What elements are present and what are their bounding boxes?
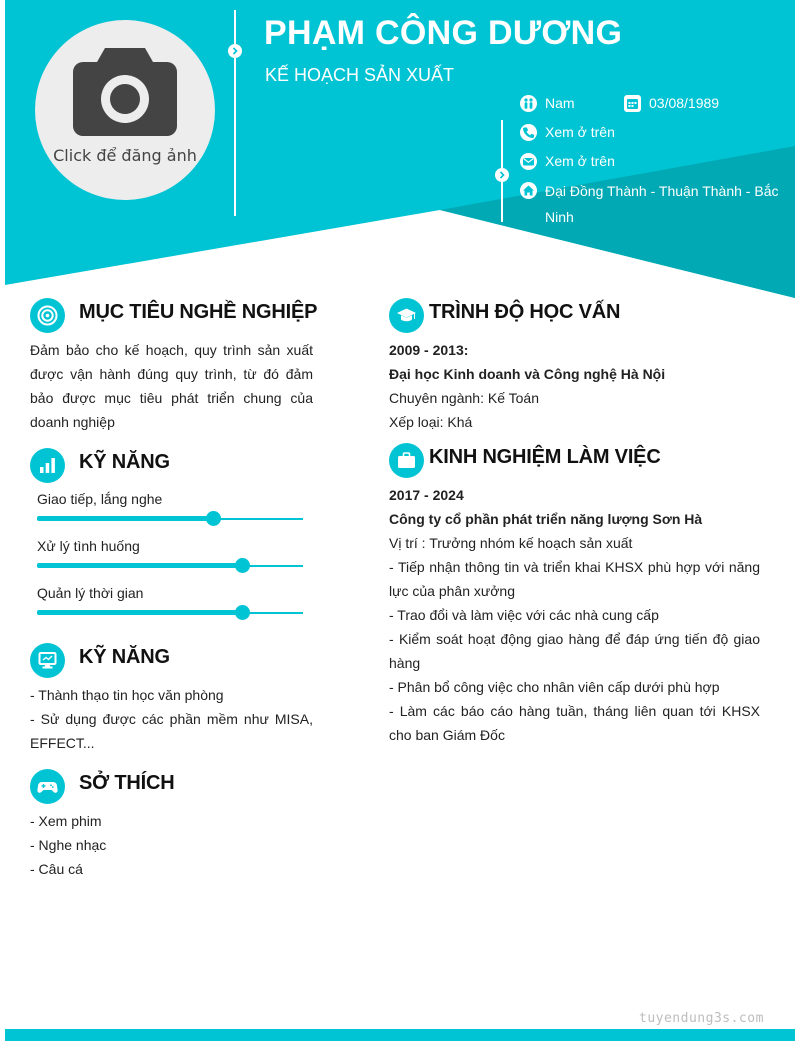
- photo-caption: Click để đăng ảnh: [53, 146, 197, 165]
- mail-icon: [520, 153, 537, 170]
- target-icon: [30, 298, 65, 333]
- experience-duty: - Phân bổ công việc cho nhân viên cấp dưới phù hợp: [389, 679, 720, 695]
- experience-duty: - Tiếp nhận thông tin và triển khai KHSX phù hợp với năng lực của phân xưởng: [389, 559, 760, 599]
- education-major: Chuyên ngành: Kế Toán: [389, 390, 539, 406]
- job-title: KẾ HOẠCH SẢN XUẤT: [265, 65, 455, 85]
- education-details: [389, 338, 760, 434]
- skill-knob: [206, 511, 221, 526]
- contact-divider-dot: [495, 168, 509, 182]
- hobby-item: - Xem phim: [30, 813, 102, 829]
- graduation-cap-icon: [389, 298, 424, 333]
- education-school: Đại học Kinh doanh và Công nghệ Hà Nội: [389, 366, 666, 382]
- chevron-right-icon: [231, 47, 239, 55]
- skill-knob: [235, 558, 250, 573]
- skill-knob: [235, 605, 250, 620]
- education-heading: TRÌNH ĐỘ HỌC VẤN: [429, 301, 621, 323]
- computer-icon: [30, 643, 65, 678]
- skill-item: [37, 491, 303, 531]
- divider-dot: [228, 44, 242, 58]
- hobby-item: - Câu cá: [30, 861, 83, 877]
- birthday-value: 03/08/1989: [649, 95, 720, 111]
- skills-section-header: [30, 448, 330, 484]
- hobbies-section-header: [30, 769, 330, 805]
- experience-details: [389, 483, 760, 747]
- objective-text: Đảm bảo cho kế hoạch, quy trình sản xuất được vận hành đúng quy trình, từ đó đảm bảo được mục tiêu phát triển chung của doanh nghiệp: [30, 342, 313, 430]
- objective-heading: MỤC TIÊU NGHỀ NGHIỆP: [79, 301, 318, 323]
- skills2-heading: KỸ NĂNG: [79, 646, 170, 668]
- address-value: Đại Đồng Thành - Thuận Thành - Bắc Ninh: [545, 183, 779, 225]
- hobbies-heading: SỞ THÍCH: [79, 772, 175, 794]
- home-icon: [520, 182, 537, 199]
- skills2-line: - Sử dụng được các phần mềm như MISA, EFFECT...: [30, 711, 313, 751]
- experience-heading: KINH NGHIỆM LÀM VIỆC: [429, 446, 661, 468]
- experience-duty: - Làm các báo cáo hàng tuần, tháng liên quan tới KHSX cho ban Giám Đốc: [389, 703, 760, 743]
- candidate-name: PHẠM CÔNG DƯƠNG: [264, 14, 623, 52]
- experience-duty: - Trao đổi và làm việc với các nhà cung cấp: [389, 607, 659, 623]
- phone-value: Xem ở trên: [545, 124, 615, 140]
- chevron-right-icon: [498, 171, 506, 179]
- experience-position: Vị trí : Trưởng nhóm kế hoạch sản xuất: [389, 535, 633, 551]
- gender-value: Nam: [545, 95, 575, 111]
- skill-item: [37, 538, 303, 578]
- watermark: tuyendung3s.com: [639, 1011, 764, 1026]
- email-value: Xem ở trên: [545, 153, 615, 169]
- hobby-item: - Nghe nhạc: [30, 837, 107, 853]
- education-grade: Xếp loại: Khá: [389, 414, 473, 430]
- avatar-upload[interactable]: [35, 20, 215, 200]
- skill-label: Quản lý thời gian: [37, 585, 144, 601]
- skill-fill: [37, 563, 242, 568]
- calendar-icon: [624, 95, 641, 112]
- skill-label: Giao tiếp, lắng nghe: [37, 491, 163, 507]
- experience-company: Công ty cổ phần phát triển năng lượng Sơn Hà: [389, 511, 703, 527]
- gender-icon: [520, 95, 537, 112]
- skill-fill: [37, 610, 242, 615]
- objective-section-header: [30, 298, 330, 334]
- skills2-line: - Thành thạo tin học văn phòng: [30, 687, 224, 703]
- experience-duty: - Kiểm soát hoạt động giao hàng để đáp ứng tiến độ giao hàng: [389, 631, 760, 671]
- experience-period: 2017 - 2024: [389, 487, 464, 503]
- experience-section-header: [389, 443, 769, 479]
- footer-bar: [5, 1029, 795, 1041]
- skills2-section-header: [30, 643, 330, 679]
- skills2-list: [30, 683, 313, 755]
- gamepad-icon: [30, 769, 65, 804]
- skills-heading: KỸ NĂNG: [79, 451, 170, 473]
- education-section-header: [389, 298, 769, 334]
- header-divider-line: [234, 10, 236, 216]
- hobbies-list: [30, 809, 313, 881]
- skill-label: Xử lý tình huống: [37, 538, 140, 554]
- education-period: 2009 - 2013:: [389, 342, 469, 358]
- skill-fill: [37, 516, 213, 521]
- phone-icon: [520, 124, 537, 141]
- camera-icon: [71, 44, 179, 140]
- bar-chart-icon: [30, 448, 65, 483]
- briefcase-icon: [389, 443, 424, 478]
- skill-item: [37, 585, 303, 625]
